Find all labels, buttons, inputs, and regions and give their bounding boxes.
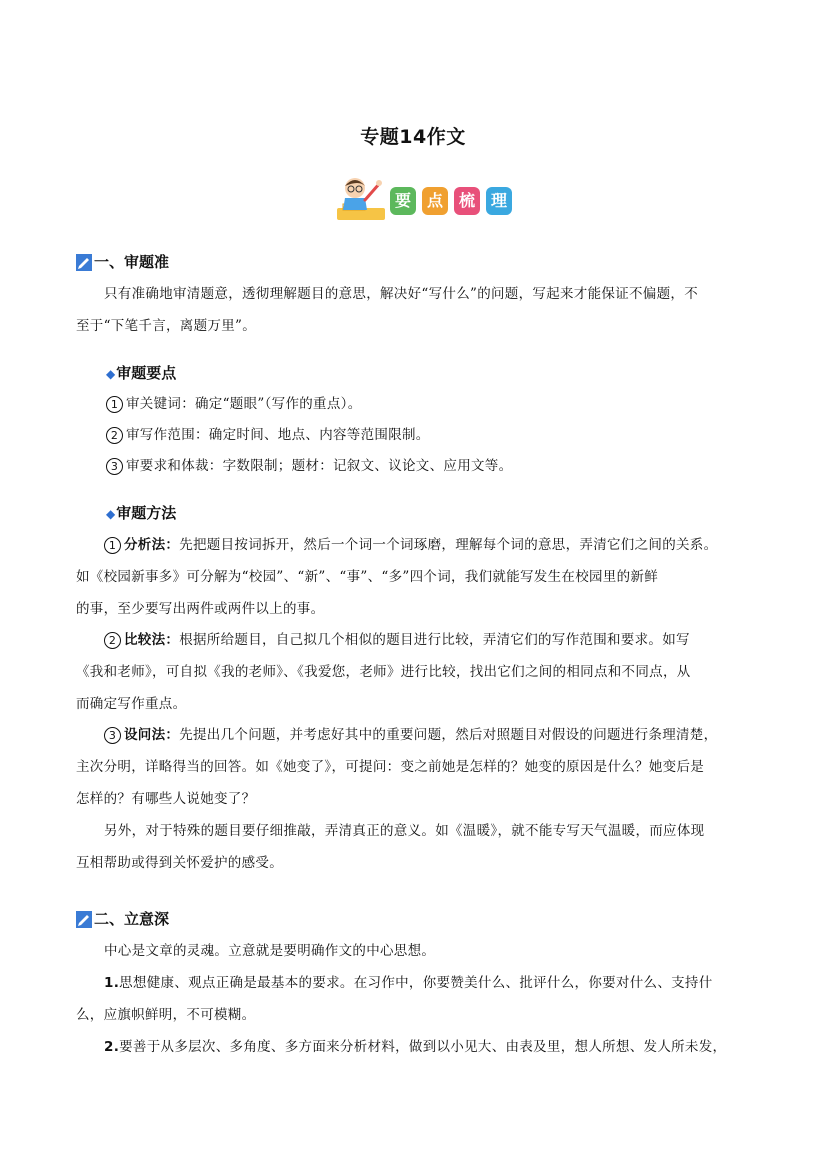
circled-number: 3 <box>106 458 123 475</box>
section-heading-1 <box>76 252 169 272</box>
paragraph-line: 主次分明，详略得当的回答。如《她变了》，可提问：变之前她是怎样的？她变的原因是什么？她变后是 <box>76 759 705 775</box>
subheading-text: 审题方法 <box>116 504 177 522</box>
diamond-icon: ◆ <box>106 367 116 381</box>
circled-number: 2 <box>104 632 121 649</box>
pen-icon <box>76 911 92 928</box>
key-points-banner <box>333 174 523 224</box>
list-item-text: 审要求和体裁：字数限制；题材：记叙文、议论文、应用文等。 <box>126 458 513 474</box>
paragraph-line: 先把题目按词拆开，然后一个词一个词琢磨，理解每个词的意思，弄清它们之间的关系。 <box>179 537 718 553</box>
paragraph-line: 《我和老师》，可自拟《我的老师》、《我爱您，老师》进行比较，找出它们之间的相同点和不同点，从 <box>76 664 691 680</box>
subheading-methods <box>106 503 176 524</box>
method-label: 设问法： <box>124 727 180 743</box>
paragraph-line: 根据所给题目，自己拟几个相似的题目进行比较，弄清它们的写作范围和要求。如写 <box>179 632 690 648</box>
paragraph-text: 思想健康、观点正确是最基本的要求。在习作中，你要赞美什么、批评什么，你要对什么、支持什 <box>119 975 713 991</box>
list-item-text: 审写作范围：确定时间、地点、内容等范围限制。 <box>126 427 430 443</box>
method-analysis <box>104 535 776 555</box>
circled-number: 2 <box>106 427 123 444</box>
paragraph-text: 要善于从多层次、多角度、多方面来分析材料，做到以小见大、由表及里，想人所想、发人所未发， <box>119 1039 727 1055</box>
student-writing-icon <box>333 174 389 224</box>
circled-number: 3 <box>104 727 121 744</box>
section-heading-text: 一、审题准 <box>94 253 170 271</box>
paragraph-line: 先提出几个问题，并考虑好其中的重要问题，然后对照题目对假设的问题进行条理清楚， <box>179 727 718 743</box>
paragraph-line <box>104 973 776 993</box>
method-compare <box>104 630 776 650</box>
method-label: 比较法： <box>124 632 180 648</box>
circled-number: 1 <box>104 537 121 554</box>
paragraph-line: 怎样的？有哪些人说她变了？ <box>76 791 256 807</box>
list-item <box>106 456 512 476</box>
paragraph-line: 中心是文章的灵魂。立意就是要明确作文的中心思想。 <box>104 943 436 959</box>
page-title: 专题14作文 <box>360 126 466 148</box>
method-question <box>104 725 776 745</box>
subheading-text: 审题要点 <box>116 364 177 382</box>
paragraph-line: 的事，至少要写出两件或两件以上的事。 <box>76 601 325 617</box>
section-heading-2 <box>76 909 169 929</box>
list-item <box>106 425 430 445</box>
banner-char-1: 要 <box>390 187 416 215</box>
section-heading-text: 二、立意深 <box>94 910 170 928</box>
list-item-text: 审关键词：确定“题眼”（写作的重点）。 <box>126 396 362 412</box>
banner-char-4: 理 <box>486 187 512 215</box>
paragraph-line: 如《校园新事多》可分解为“校园”、“新”、“事”、“多”四个词，我们就能写发生在校园里的新鲜 <box>76 569 659 585</box>
paragraph-line: 另外，对于特殊的题目要仔细推敲，弄清真正的意义。如《温暖》，就不能专写天气温暖，而应体现 <box>104 823 705 839</box>
banner-char-3: 梳 <box>454 187 480 215</box>
item-number: 1. <box>104 975 120 991</box>
item-number: 2. <box>104 1039 120 1055</box>
paragraph-line: 互相帮助或得到关怀爱护的感受。 <box>76 855 283 871</box>
circled-number: 1 <box>106 396 123 413</box>
paragraph-line: 只有准确地审清题意，透彻理解题目的意思，解决好“写什么”的问题，写起来才能保证不偏题，不 <box>104 286 699 302</box>
banner-char-2: 点 <box>422 187 448 215</box>
paragraph-line: 么，应旗帜鲜明，不可模糊。 <box>76 1007 256 1023</box>
paragraph-line: 至于“下笔千言，离题万里”。 <box>76 318 257 334</box>
diamond-icon: ◆ <box>106 507 116 521</box>
pen-icon <box>76 254 92 271</box>
list-item <box>106 394 362 414</box>
paragraph-line: 而确定写作重点。 <box>76 696 187 712</box>
paragraph-line <box>104 1037 776 1057</box>
subheading-points <box>106 363 176 384</box>
method-label: 分析法： <box>124 537 180 553</box>
